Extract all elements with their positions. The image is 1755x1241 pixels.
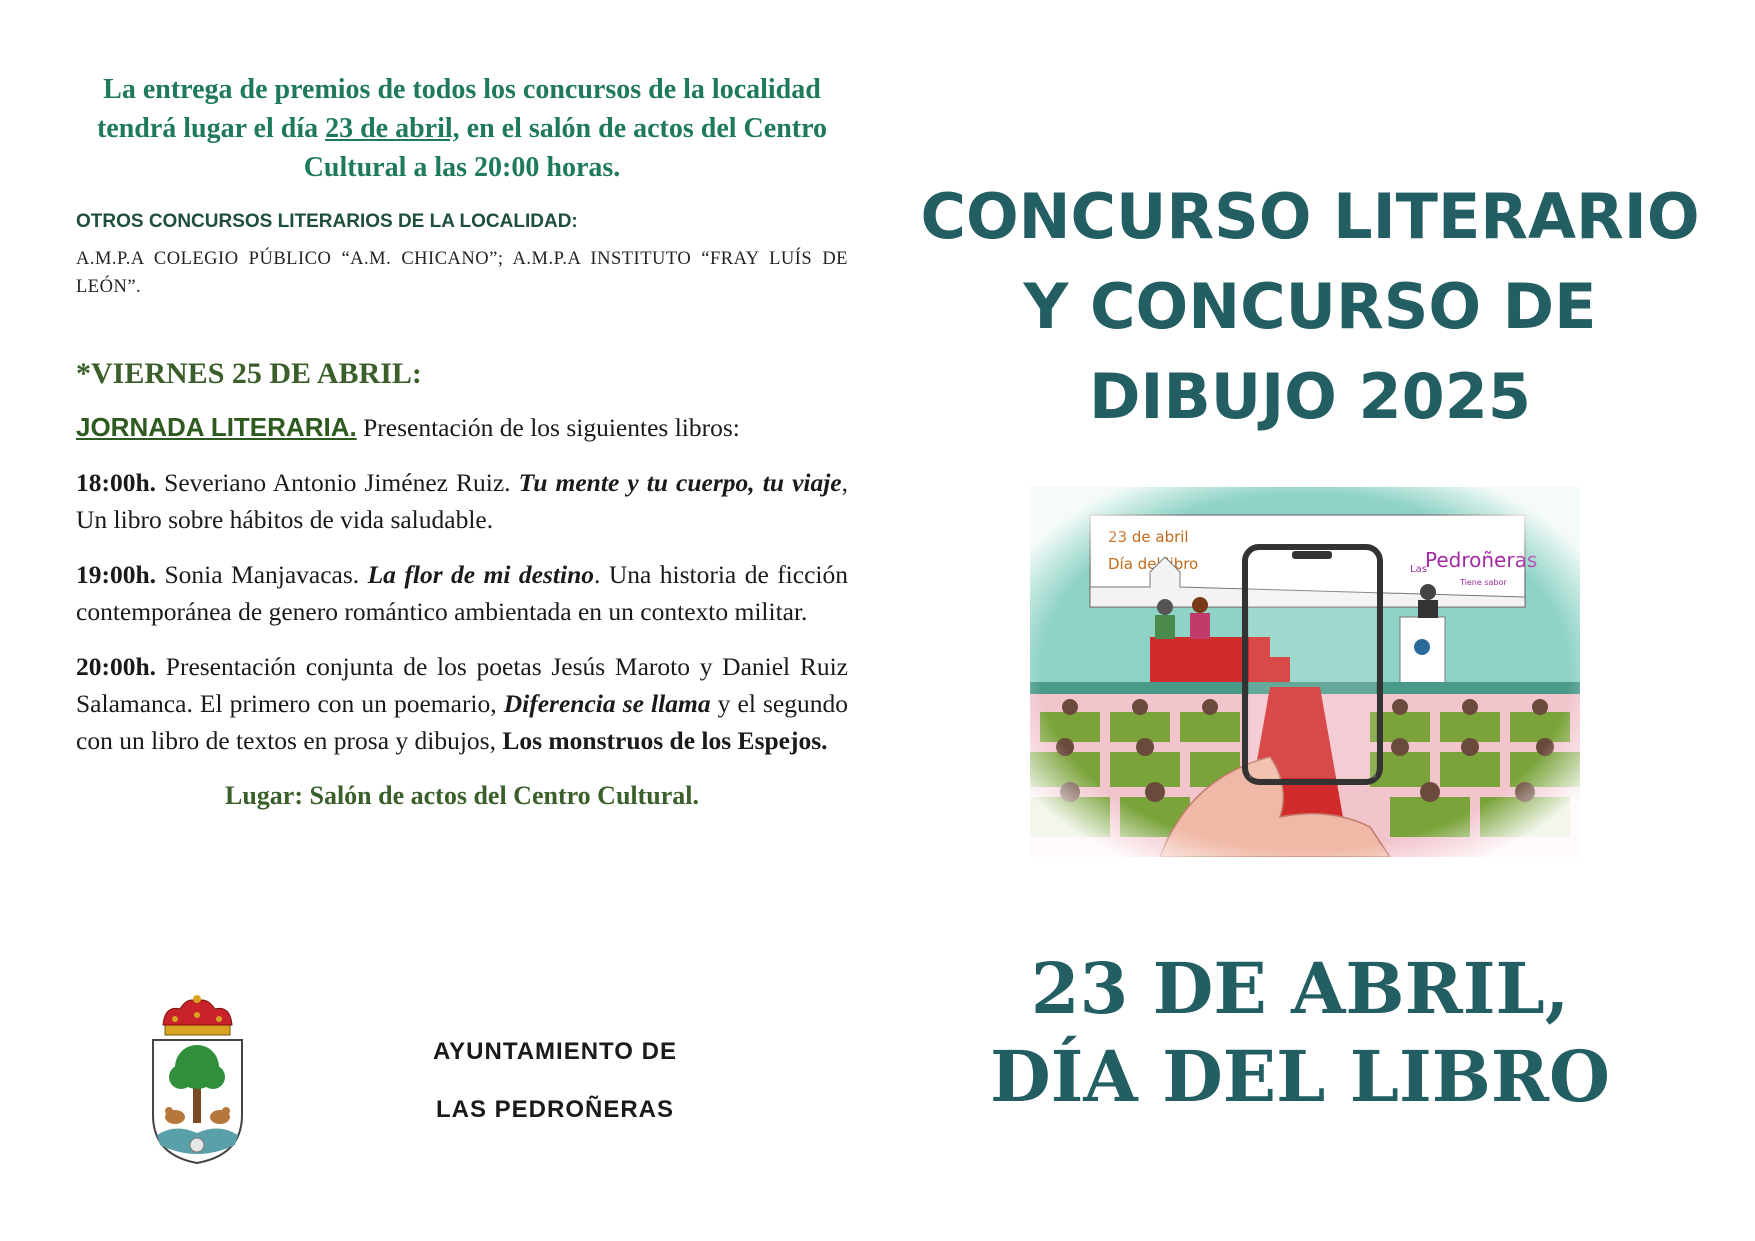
other-contests-text: A.M.P.A COLEGIO PÚBLICO “A.M. CHICANO”; A.M.P.A INSTITUTO “FRAY LUÍS DE LEÓN”. <box>76 249 848 297</box>
announcement-text-end: en el salón de actos del Centro Cultural a las 20:00 horas. <box>303 113 828 183</box>
event-text: y el segundo con un libro de textos en prosa y dibujos, <box>76 689 848 755</box>
book-title: La flor de mi destino <box>367 560 595 589</box>
event-time: 20:00h. <box>76 652 157 681</box>
friday-heading: *VIERNES 25 DE ABRIL: <box>76 357 422 390</box>
book-title: Diferencia se llama <box>503 689 711 718</box>
left-panel <box>76 70 848 811</box>
contest-illustration <box>1030 487 1580 857</box>
book-title: Los monstruos de los Espejos. <box>502 726 828 755</box>
event-2000 <box>76 648 848 759</box>
title-line-3: DIBUJO 2025 <box>1088 360 1532 433</box>
jornada-text: Presentación de los siguientes libros: <box>356 413 740 442</box>
event-time: 18:00h. <box>76 468 157 497</box>
other-contests-heading: OTROS CONCURSOS LITERARIOS DE LA LOCALIDAD: <box>76 211 578 232</box>
event-time: 19:00h. <box>76 560 157 589</box>
venue-line: Lugar: Salón de actos del Centro Cultural. <box>224 781 700 810</box>
event-text: Severiano Antonio Jiménez Ruiz. <box>156 468 519 497</box>
awards-announcement <box>76 70 848 187</box>
announcement-text: La entrega de premios de todos los concursos de la localidad tendrá lugar el día <box>96 74 821 144</box>
town-hall-line-1: AYUNTAMIENTO DE <box>433 1038 677 1065</box>
contest-title <box>900 172 1720 442</box>
town-hall-line-2: LAS PEDROÑERAS <box>435 1096 675 1123</box>
title-line-2: Y CONCURSO DE <box>1023 270 1597 343</box>
title-line-1: CONCURSO LITERARIO <box>920 180 1700 253</box>
event-text: Presentación conjunta de los poetas Jesús Maroto y Daniel Ruiz Salamanca. El primero con un poemario, <box>76 652 848 718</box>
town-hall-name <box>380 1023 730 1139</box>
event-1800 <box>76 464 848 538</box>
date-line-1: 23 DE ABRIL, <box>1030 947 1570 1030</box>
event-text: Sonia Manjavacas. <box>156 560 368 589</box>
book-title: Tu mente y tu cuerpo, tu viaje <box>518 468 842 497</box>
event-text: , Un libro sobre hábitos de vida saludable. <box>76 468 848 534</box>
town-coat-of-arms-icon <box>145 995 250 1165</box>
jornada-label: JORNADA LITERARIA. <box>76 412 357 442</box>
event-1900 <box>76 556 848 630</box>
date-line-2: DÍA DEL LIBRO <box>989 1035 1611 1118</box>
event-text: . Una historia de ficción contemporánea de genero romántico ambientada en un contexto militar. <box>76 560 848 626</box>
jornada-paragraph <box>76 409 848 446</box>
book-day-title <box>960 945 1640 1121</box>
announcement-date: 23 de abril, <box>325 113 460 144</box>
